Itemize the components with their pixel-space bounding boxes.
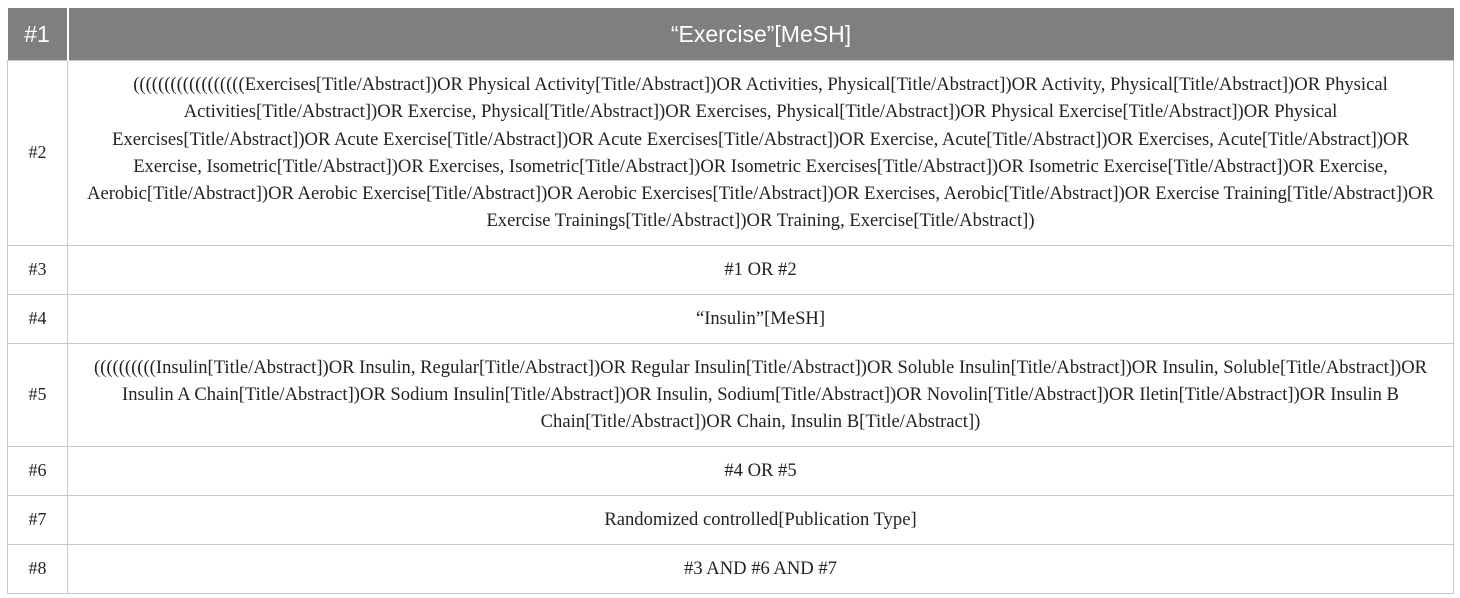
row-number-cell: #3 bbox=[8, 245, 68, 294]
row-query-cell: Randomized controlled[Publication Type] bbox=[68, 495, 1454, 544]
row-number-cell: #4 bbox=[8, 294, 68, 343]
row-query-cell: ((((((((((((((((((Exercises[Title/Abstract])OR Physical Activity[Title/Abstract])OR Activities, Physical[Title/Abstract])OR Activity, Physical[Title/Abstract])OR Physical Activities[Title/Abstract])OR Exercise, Physical[Title/Abstract])OR Exercises, Physical[Title/Abstract])OR Physical Exercise[Title/Abstract])OR Physical Exercises[Title/Abstract])OR Acute Exercise[Title/Abstract])OR Acute Exercises[Title/Abstract])OR Exercise, Acute[Title/Abstract])OR Exercises, Acute[Title/Abstract])OR Exercise, Isometric[Title/Abstract])OR Exercises, Isometric[Title/Abstract])OR Isometric Exercises[Title/Abstract])OR Isometric Exercise[Title/Abstract])OR Exercise, Aerobic[Title/Abstract])OR Aerobic Exercise[Title/Abstract])OR Aerobic Exercises[Title/Abstract])OR Exercises, Aerobic[Title/Abstract])OR Exercise Training[Title/Abstract])OR Exercise Trainings[Title/Abstract])OR Training, Exercise[Title/Abstract]) bbox=[68, 61, 1454, 246]
row-query-cell: “Insulin”[MeSH] bbox=[68, 294, 1454, 343]
header-row bbox=[8, 8, 1454, 61]
search-strategy-table bbox=[7, 8, 1454, 594]
table-row bbox=[8, 446, 1454, 495]
table-row bbox=[8, 343, 1454, 446]
row-number-cell: #7 bbox=[8, 495, 68, 544]
row-query-cell: ((((((((((Insulin[Title/Abstract])OR Insulin, Regular[Title/Abstract])OR Regular Insulin[Title/Abstract])OR Soluble Insulin[Title/Abstract])OR Insulin, Soluble[Title/Abstract])OR Insulin A Chain[Title/Abstract])OR Sodium Insulin[Title/Abstract])OR Insulin, Sodium[Title/Abstract])OR Novolin[Title/Abstract])OR Iletin[Title/Abstract])OR Insulin B Chain[Title/Abstract])OR Chain, Insulin B[Title/Abstract]) bbox=[68, 343, 1454, 446]
table-row bbox=[8, 495, 1454, 544]
row-number-cell: #5 bbox=[8, 343, 68, 446]
row-number-cell: #8 bbox=[8, 544, 68, 593]
row-number-cell: #6 bbox=[8, 446, 68, 495]
row-number-cell: #2 bbox=[8, 61, 68, 246]
header-number-cell: #1 bbox=[8, 8, 68, 61]
row-query-cell: #3 AND #6 AND #7 bbox=[68, 544, 1454, 593]
table-row bbox=[8, 294, 1454, 343]
header-query-cell: “Exercise”[MeSH] bbox=[68, 8, 1454, 61]
table-row bbox=[8, 61, 1454, 246]
table-row bbox=[8, 544, 1454, 593]
table-row bbox=[8, 245, 1454, 294]
row-query-cell: #4 OR #5 bbox=[68, 446, 1454, 495]
row-query-cell: #1 OR #2 bbox=[68, 245, 1454, 294]
